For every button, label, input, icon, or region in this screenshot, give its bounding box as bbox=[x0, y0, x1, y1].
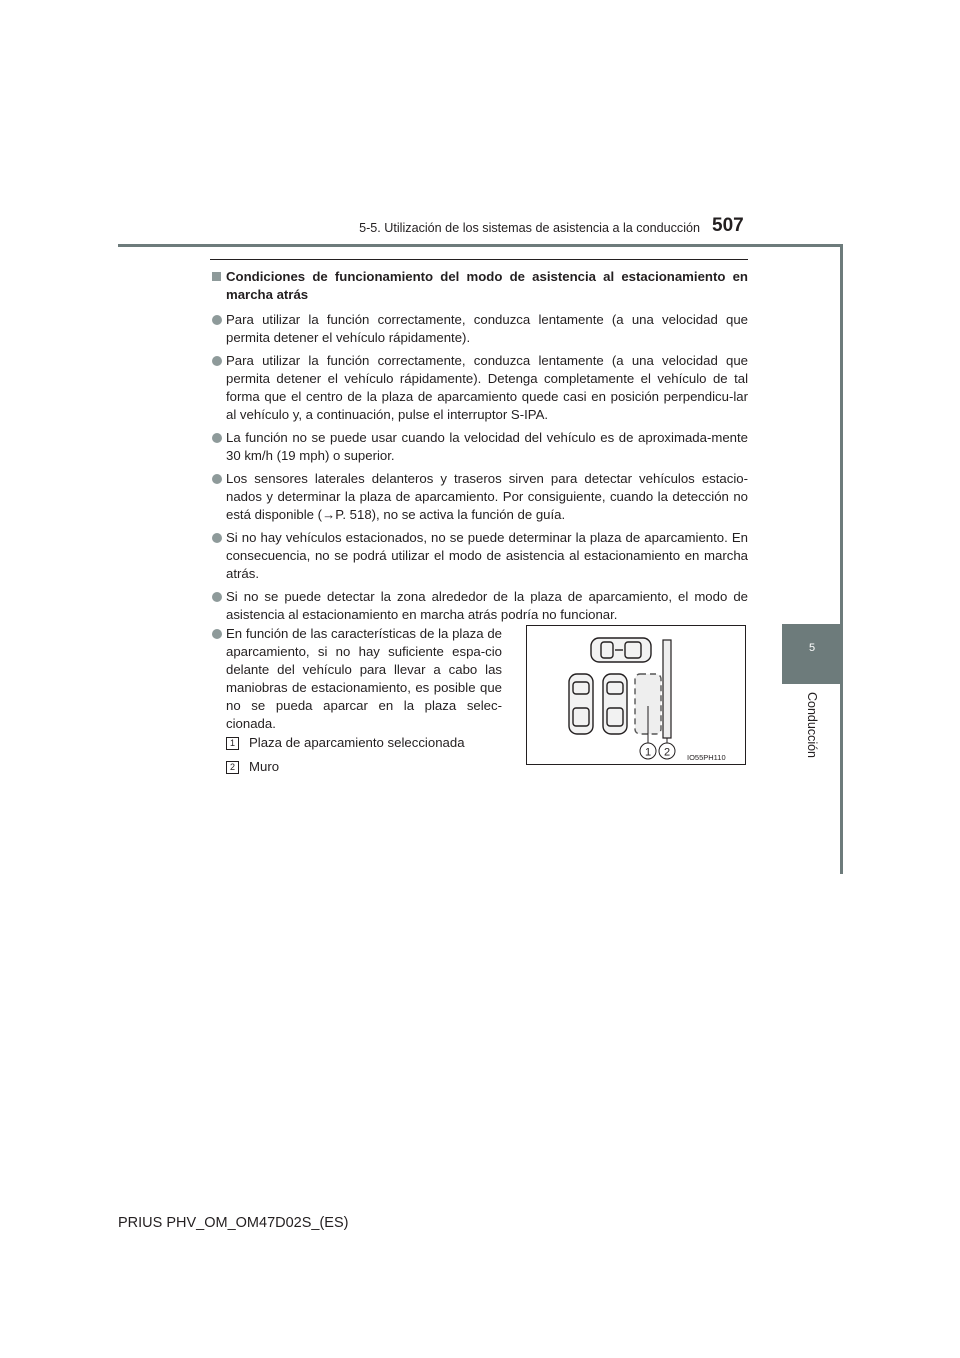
section-content bbox=[212, 268, 748, 629]
list-item bbox=[212, 588, 748, 624]
legend-item-2 bbox=[226, 759, 279, 774]
list-item-text: Si no se puede detectar la zona alrededor de la plaza de aparcamiento, el modo de asistencia al estacionamiento en marcha atrás podría no funcionar. bbox=[226, 589, 748, 622]
list-item bbox=[212, 529, 748, 583]
legend-label: Plaza de aparcamiento seleccionada bbox=[249, 735, 465, 750]
list-item-text: Si no hay vehículos estacionados, no se puede determinar la plaza de aparcamiento. En consecuencia, no se podrá utilizar el modo de asistencia al estacionamiento en marcha atrás. bbox=[226, 530, 748, 581]
circle-bullet-icon bbox=[212, 356, 222, 366]
parking-illustration bbox=[527, 626, 745, 764]
section-heading-text: Condiciones de funcionamiento del modo de asistencia al estacionamiento en marcha atrás bbox=[226, 269, 748, 302]
list-item bbox=[212, 429, 748, 465]
callout-number: 2 bbox=[226, 761, 239, 774]
page-number: 507 bbox=[712, 215, 744, 236]
section-heading bbox=[212, 268, 748, 304]
circle-bullet-icon bbox=[212, 629, 222, 639]
figure-text bbox=[212, 625, 502, 738]
list-item-text: Para utilizar la función correctamente, conduzca lentamente (a una velocidad que permita detener el vehículo rápidamente). bbox=[226, 312, 748, 345]
figure-code: IO55PH110 bbox=[687, 753, 726, 762]
callout-number: 1 bbox=[226, 737, 239, 750]
list-item bbox=[212, 625, 502, 733]
list-item-text: Los sensores laterales delanteros y traseros sirven para detectar vehículos estacio-nados y determinar la plaza de aparcamiento. Por consiguiente, cuando la detección no está disponible (→P. 518), no se activa la función de guía. bbox=[226, 471, 748, 522]
legend-label: Muro bbox=[249, 759, 280, 774]
section-rule bbox=[210, 259, 748, 260]
square-bullet-icon bbox=[212, 272, 221, 281]
sidebar-rule bbox=[840, 244, 843, 874]
circle-bullet-icon bbox=[212, 433, 222, 443]
header-rule bbox=[118, 244, 840, 247]
callout-label-1: 1 bbox=[644, 746, 652, 759]
circle-bullet-icon bbox=[212, 315, 222, 325]
list-item-text: En función de las características de la plaza de aparcamiento, si no hay suficiente espa-cio delante del vehículo para llevar a cabo las maniobras de estacionamiento, es posible que no se pueda aparcar en la plaza selec-cionada. bbox=[226, 626, 502, 731]
parked-car-middle-icon bbox=[603, 674, 627, 734]
parking-figure bbox=[526, 625, 746, 765]
chapter-label: Conducción bbox=[805, 691, 819, 759]
list-item-text: La función no se puede usar cuando la velocidad del vehículo es de aproximada-mente 30 km/h (19 mph) o superior. bbox=[226, 430, 748, 463]
list-item bbox=[212, 311, 748, 347]
parked-car-top-icon bbox=[591, 638, 651, 662]
header-section-title: 5-5. Utilización de los sistemas de asistencia a la conducción bbox=[359, 221, 700, 235]
circle-bullet-icon bbox=[212, 592, 222, 602]
parked-car-left-icon bbox=[569, 674, 593, 734]
list-item bbox=[212, 470, 748, 524]
circle-bullet-icon bbox=[212, 474, 222, 484]
wall bbox=[663, 640, 671, 738]
circle-bullet-icon bbox=[212, 533, 222, 543]
callout-label-2: 2 bbox=[663, 746, 671, 759]
list-item bbox=[212, 352, 748, 424]
chapter-number: 5 bbox=[808, 642, 816, 654]
chapter-tab[interactable] bbox=[782, 624, 842, 684]
footer-doc-code: PRIUS PHV_OM_OM47D02S_(ES) bbox=[118, 1215, 349, 1231]
legend-item-1 bbox=[226, 735, 465, 750]
list-item-text: Para utilizar la función correctamente, conduzca lentamente (a una velocidad que permita detener el vehículo rápidamente). Detenga completamente el vehículo de tal forma que el centro de la plaza de aparcamiento quede casi en posición perpendicu-lar al vehículo y, a continuación, pulse el interruptor S-IPA. bbox=[226, 353, 748, 422]
